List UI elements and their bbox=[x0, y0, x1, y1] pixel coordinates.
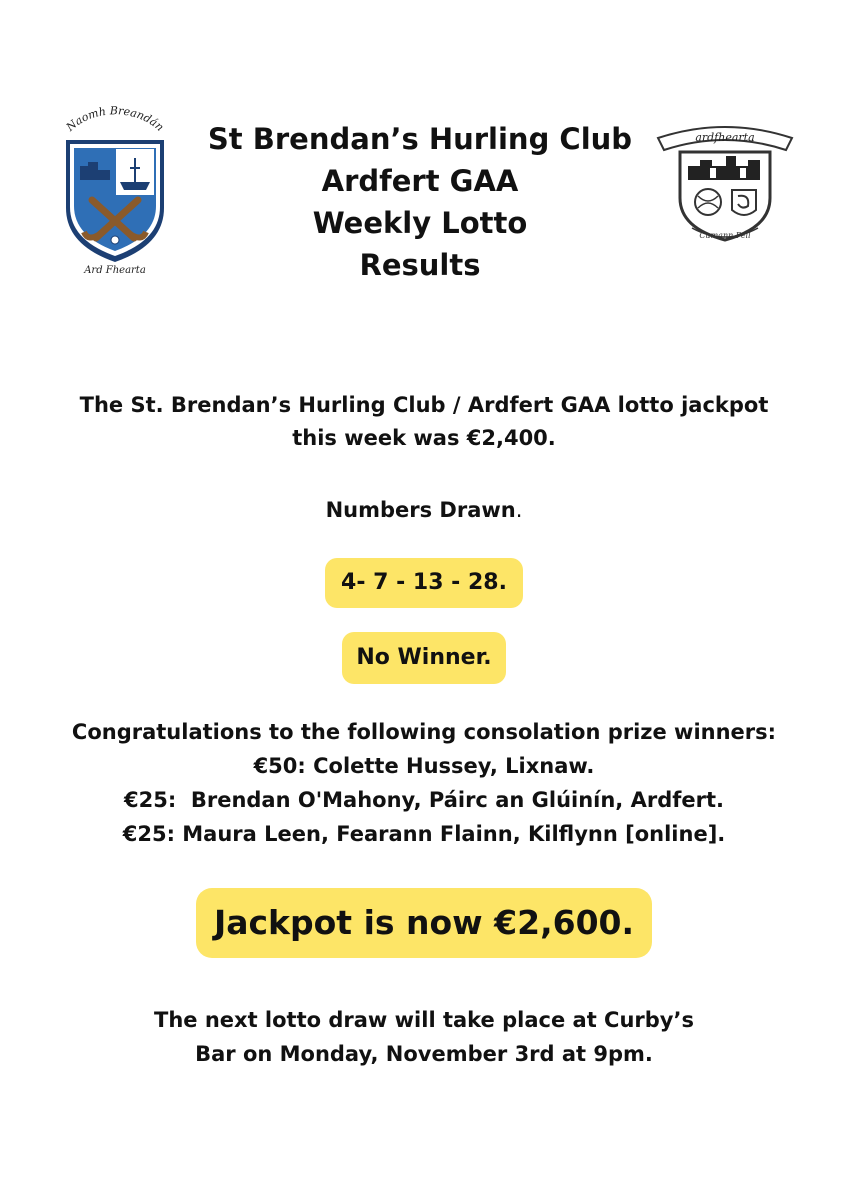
crest-right-top-text: ardfhearta bbox=[695, 131, 755, 144]
jackpot-badge: Jackpot is now €2,600. bbox=[196, 888, 652, 958]
intro-line-1: The St. Brendan’s Hurling Club / Ardfert GAA lotto jackpot bbox=[79, 393, 769, 417]
numbers-drawn-badge: 4- 7 - 13 - 28. bbox=[325, 558, 523, 608]
title-line-3: Weekly Lotto bbox=[312, 206, 528, 240]
result-row bbox=[0, 632, 848, 684]
jackpot-row bbox=[0, 888, 848, 958]
consolation-winner: €50: Colette Hussey, Lixnaw. bbox=[253, 754, 595, 778]
ardfert-gaa-crest-logo bbox=[652, 110, 798, 250]
crest-left-bottom-text: Ard Fhearta bbox=[84, 265, 146, 276]
consolation-winner: €25: Maura Leen, Fearann Flainn, Kilflynn [online]. bbox=[122, 822, 726, 846]
st-brendans-crest-logo bbox=[52, 100, 178, 278]
numbers-drawn-label-text: Numbers Drawn bbox=[325, 498, 516, 522]
consolation-winner: €25: Brendan O'Mahony, Páirc an Glúinín, Ardfert. bbox=[123, 788, 724, 812]
svg-text:Naomh Breandán bbox=[63, 104, 166, 134]
page-title bbox=[200, 118, 640, 286]
numbers-drawn-label-suffix: . bbox=[515, 498, 523, 522]
crest-left-arc-text: Naomh Breandán bbox=[63, 104, 167, 134]
numbers-drawn-label bbox=[0, 494, 848, 527]
consolation-heading: Congratulations to the following consolation prize winners: bbox=[71, 720, 777, 744]
consolation-section bbox=[0, 715, 848, 851]
next-draw-line-1: The next lotto draw will take place at Curby’s bbox=[154, 1008, 694, 1032]
numbers-drawn-row bbox=[0, 558, 848, 608]
crest-right-bottom-text: Cumann Peil bbox=[699, 231, 751, 240]
title-line-1: St Brendan’s Hurling Club bbox=[207, 122, 633, 156]
no-winner-badge: No Winner. bbox=[342, 632, 505, 684]
title-line-4: Results bbox=[359, 248, 481, 282]
next-draw-info bbox=[0, 1003, 848, 1071]
next-draw-line-2: Bar on Monday, November 3rd at 9pm. bbox=[195, 1042, 653, 1066]
title-line-2: Ardfert GAA bbox=[321, 164, 519, 198]
intro-line-2: this week was €2,400. bbox=[292, 426, 556, 450]
jackpot-intro bbox=[0, 389, 848, 455]
